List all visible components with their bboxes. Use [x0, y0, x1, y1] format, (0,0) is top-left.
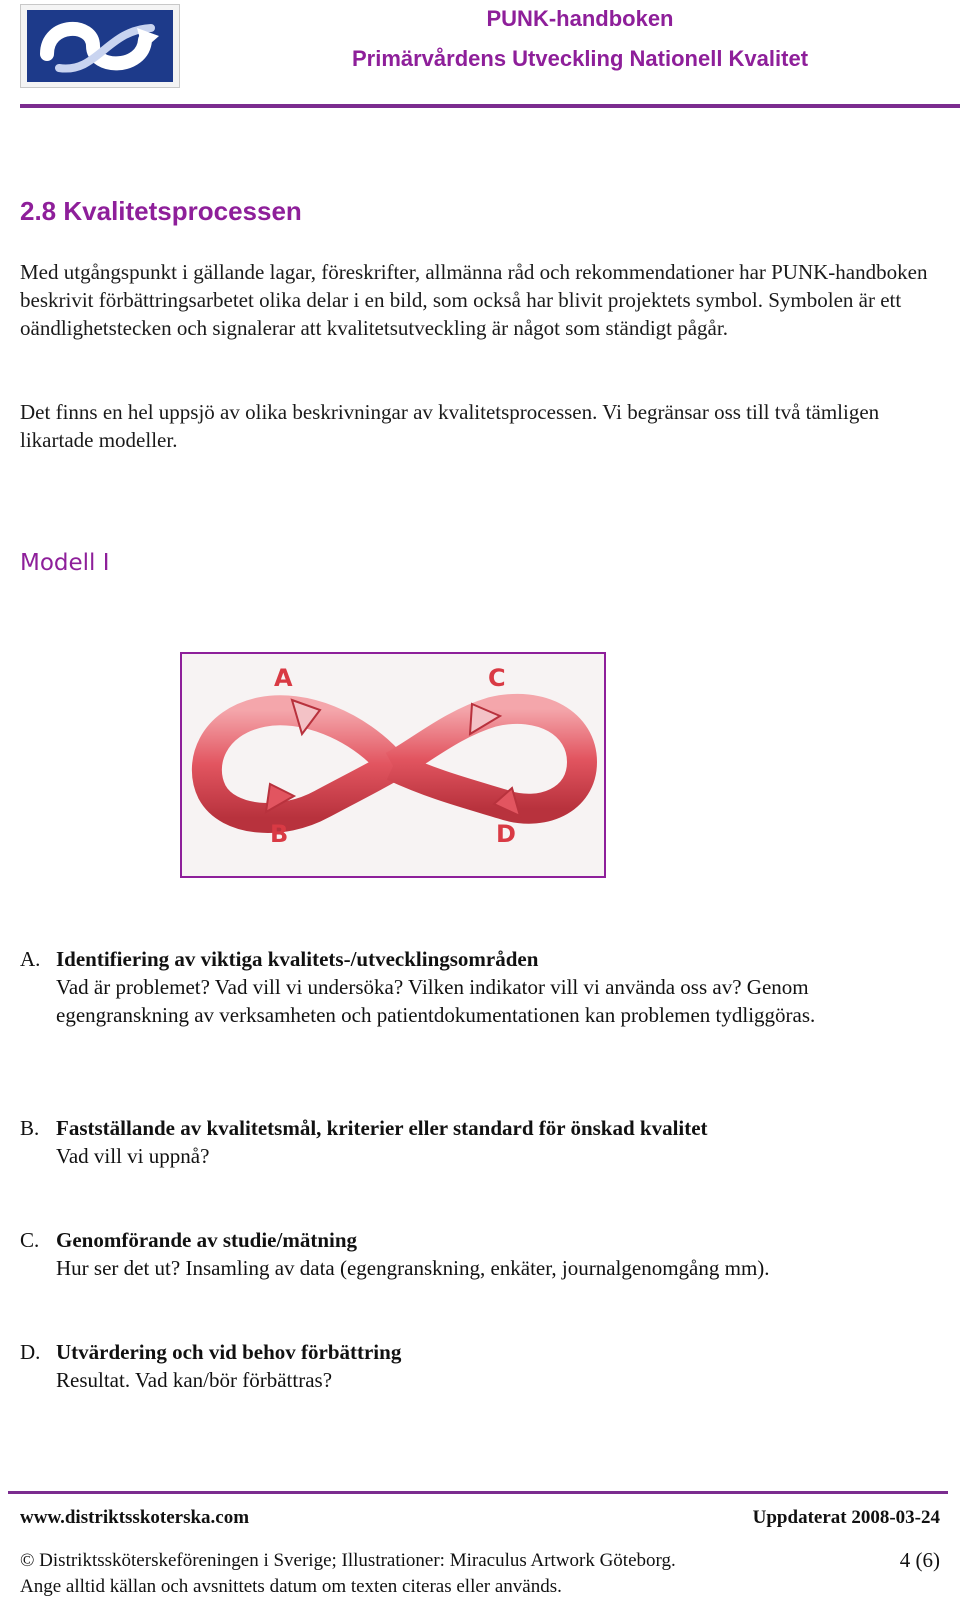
item-letter: B. [20, 1116, 40, 1140]
logo [20, 4, 180, 88]
item-letter: A. [20, 947, 41, 971]
item-text: Resultat. Vad kan/bör förbättras? [56, 1368, 333, 1392]
label-d: D [496, 820, 516, 848]
footer-citation-note: Ange alltid källan och avsnittets datum om texten citeras eller används. [20, 1576, 562, 1597]
infinity-diagram [180, 652, 606, 878]
models-paragraph: Det finns en hel uppsjö av olika beskrivningar av kvalitetsprocessen. Vi begränsar oss till två tämligen likartade modeller. [20, 400, 880, 452]
footer-copyright: © Distriktssköterskeföreningen i Sverige; Illustrationer: Miraculus Artwork Göteborg. [20, 1550, 676, 1571]
item-letter: D. [20, 1340, 41, 1364]
item-heading: Identifiering av viktiga kvalitets-/utvecklingsområden [56, 947, 539, 971]
header-subtitle: Primärvårdens Utveckling Nationell Kvalitet [351, 46, 809, 71]
label-c: C [488, 664, 506, 692]
footer-updated-date: Uppdaterat 2008-03-24 [752, 1507, 940, 1528]
item-text: Hur ser det ut? Insamling av data (egengranskning, enkäter, journalgenomgång mm). [56, 1256, 770, 1280]
logo-emblem [27, 10, 173, 82]
label-b: B [270, 820, 289, 848]
footer-url[interactable]: www.distriktsskoterska.com [20, 1507, 250, 1528]
model-title: Modell I [20, 550, 110, 576]
item-heading: Utvärdering och vid behov förbättring [56, 1340, 402, 1364]
header-divider [20, 104, 960, 108]
item-text: Vad är problemet? Vad vill vi undersöka? Vilken indikator vill vi använda oss av? Genom egengranskning av verksamheten och patientdokumentationen kan problemen tydliggöras. [56, 975, 816, 1027]
item-letter: C. [20, 1228, 40, 1252]
intro-paragraph: Med utgångspunkt i gällande lagar, föreskrifter, allmänna råd och rekommendationer har PUNK-handboken beskrivit förbättringsarbetet olika delar i en bild, som också har blivit projektets symbol. Symbolen är ett oändlighetstecken och signalerar att kvalitetsutveckling är något som ständigt pågår. [20, 260, 928, 340]
header-title: PUNK-handboken [486, 6, 674, 31]
section-title: 2.8 Kvalitetsprocessen [20, 196, 302, 226]
item-heading: Genomförande av studie/mätning [56, 1228, 358, 1252]
page-number: 4 (6) [899, 1548, 940, 1572]
item-heading: Fastställande av kvalitetsmål, kriterier eller standard för önskad kvalitet [56, 1116, 708, 1140]
footer-divider [8, 1491, 948, 1494]
item-text: Vad vill vi uppnå? [56, 1144, 210, 1168]
label-a: A [274, 664, 293, 692]
